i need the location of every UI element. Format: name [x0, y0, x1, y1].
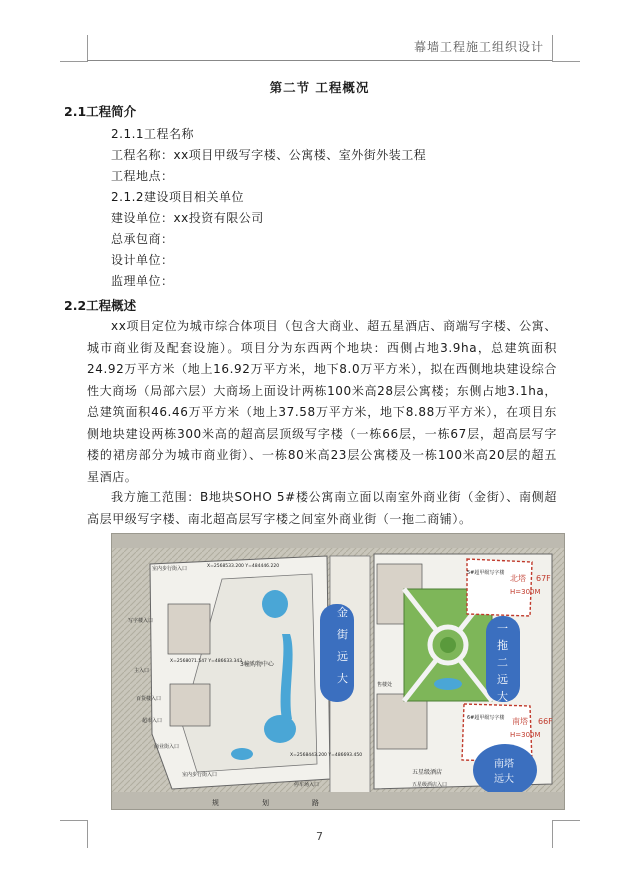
nanta-line-1: 南塔: [494, 759, 514, 770]
south-road: [112, 792, 565, 810]
entry-label-7: 室内步行街入口: [182, 772, 218, 778]
yituoer-char-5: 大: [497, 690, 508, 703]
crop-mark-top-right-v: [552, 35, 553, 62]
north-tower-floors: 67F: [536, 574, 551, 583]
yituoer-char-1: 一: [497, 622, 508, 635]
project-name-line: 工程名称：xx项目甲级写字楼、公寓楼、室外街外装工程: [111, 148, 427, 162]
nanta-line-2: 远大: [494, 774, 514, 785]
coord-1: X=2568533.200 Y=484446.220: [207, 564, 280, 569]
coord-3: X=2568443.200 Y=486693.450: [290, 753, 363, 758]
hotel-building: [377, 694, 427, 749]
fountain-pool-3: [231, 748, 253, 760]
entry-label-5: 超市入口: [142, 718, 163, 724]
apartment-tower-2: [170, 684, 210, 726]
south-tower-height: H=300M: [510, 731, 541, 739]
office-label-south: 6#超甲级写字楼: [467, 715, 505, 721]
south-tower-floors: 66F: [538, 717, 553, 726]
header-rule: [87, 60, 552, 61]
road-char-2: 划: [262, 799, 269, 807]
header-title: 幕墙工程施工组织设计: [413, 40, 544, 54]
scope-paragraph: 我方施工范围：B地块SOHO 5#楼公寓南立面以南室外商业街（金街）、南侧超高层甲级写字楼、南北超高层写字楼之间室外商业街（一拖二商铺）。: [87, 490, 557, 526]
crop-mark-top-left-h: [60, 61, 88, 62]
jinjie-char-4: 大: [337, 672, 348, 685]
crop-mark-bottom-right-h: [552, 820, 580, 821]
road-char-1: 规: [212, 799, 219, 807]
entry-label-9: 五星级酒店入口: [412, 782, 448, 788]
plaza-center: [440, 637, 456, 653]
site-plan-figure: [111, 533, 565, 810]
overview-paragraph: xx项目定位为城市综合体项目（包含大商业、超五星酒店、商端写字楼、公寓、城市商业街及配套设施）。项目分为东西两个地块：西侧占地3.9ha，总建筑面积24.92万平方米（地上16.92万平方米，地下8.0万平方米），拟在西侧地块建设综合性大商场（局部六层）大商场上面设计两栋100米高28层公寓楼；东侧占地3.1ha，总建筑面积46.46万平方米（地上37.58万平方米，地下8.88万平方米），在项目东侧地块建设两栋300米高的超高层顶级写字楼（一栋66层，一栋67层，超高层写字楼的裙房部分为城市商业街）、一栋80米高23层公寓楼及一栋100米高20层的超五星酒店。: [87, 319, 557, 484]
nanta-label-shape: [473, 744, 537, 796]
yituoer-char-4: 远: [497, 673, 508, 686]
plaza-pool: [434, 678, 462, 690]
entry-label-3: 主入口: [134, 668, 150, 674]
crop-mark-top-right-h: [552, 61, 580, 62]
fountain-pool-1: [262, 590, 288, 618]
entry-label-6: 商业街入口: [154, 744, 180, 750]
office-label-north: 5#超甲级写字楼: [467, 570, 505, 576]
north-tower-name: 北塔: [510, 574, 526, 583]
apartment-tower-1: [168, 604, 210, 654]
site-plan-drawing: [112, 534, 565, 810]
north-road: [112, 534, 565, 548]
jinjie-char-1: 金: [337, 606, 348, 619]
subheading-2-1-1: 2.1.1工程名称: [111, 127, 195, 141]
south-tower-name: 南塔: [512, 717, 528, 726]
north-tower-height: H=300M: [510, 588, 541, 596]
owner-line: 建设单位：xx投资有限公司: [111, 211, 264, 225]
section-title: 第二节 工程概况: [269, 80, 370, 95]
jinjie-char-2: 街: [337, 628, 348, 641]
subheading-2-1-2: 2.1.2建设项目相关单位: [111, 190, 245, 204]
heading-2-2: 2.2工程概述: [64, 298, 137, 313]
page-number: 7: [316, 830, 323, 843]
entry-label-4: 百货楼入口: [136, 696, 162, 702]
coord-2: X=2568071.547 Y=486633.343: [170, 659, 243, 664]
crop-mark-top-left-v: [87, 35, 88, 62]
entry-label-2: 写字楼入口: [128, 618, 154, 624]
entry-label-1: 室内步行街入口: [152, 566, 188, 572]
entry-label-10: 停车场入口: [294, 782, 320, 788]
yituoer-char-2: 拖: [497, 639, 508, 652]
supervisor-line: 监理单位：: [111, 274, 174, 288]
mall-label: 3幢购物中心: [240, 661, 274, 668]
heading-2-1: 2.1工程简介: [64, 104, 137, 119]
general-contractor-line: 总承包商：: [111, 232, 174, 246]
fountain-pool-2: [264, 715, 296, 743]
designer-line: 设计单位：: [111, 253, 174, 267]
crop-mark-bottom-left-h: [60, 820, 88, 821]
entry-label-8: 售楼处: [377, 682, 393, 688]
hotel-label: 五星级酒店: [412, 769, 443, 776]
project-location-line: 工程地点：: [111, 169, 174, 183]
jinjie-char-3: 远: [337, 650, 348, 663]
yituoer-char-3: 二: [497, 656, 508, 669]
road-char-3: 路: [312, 799, 319, 807]
